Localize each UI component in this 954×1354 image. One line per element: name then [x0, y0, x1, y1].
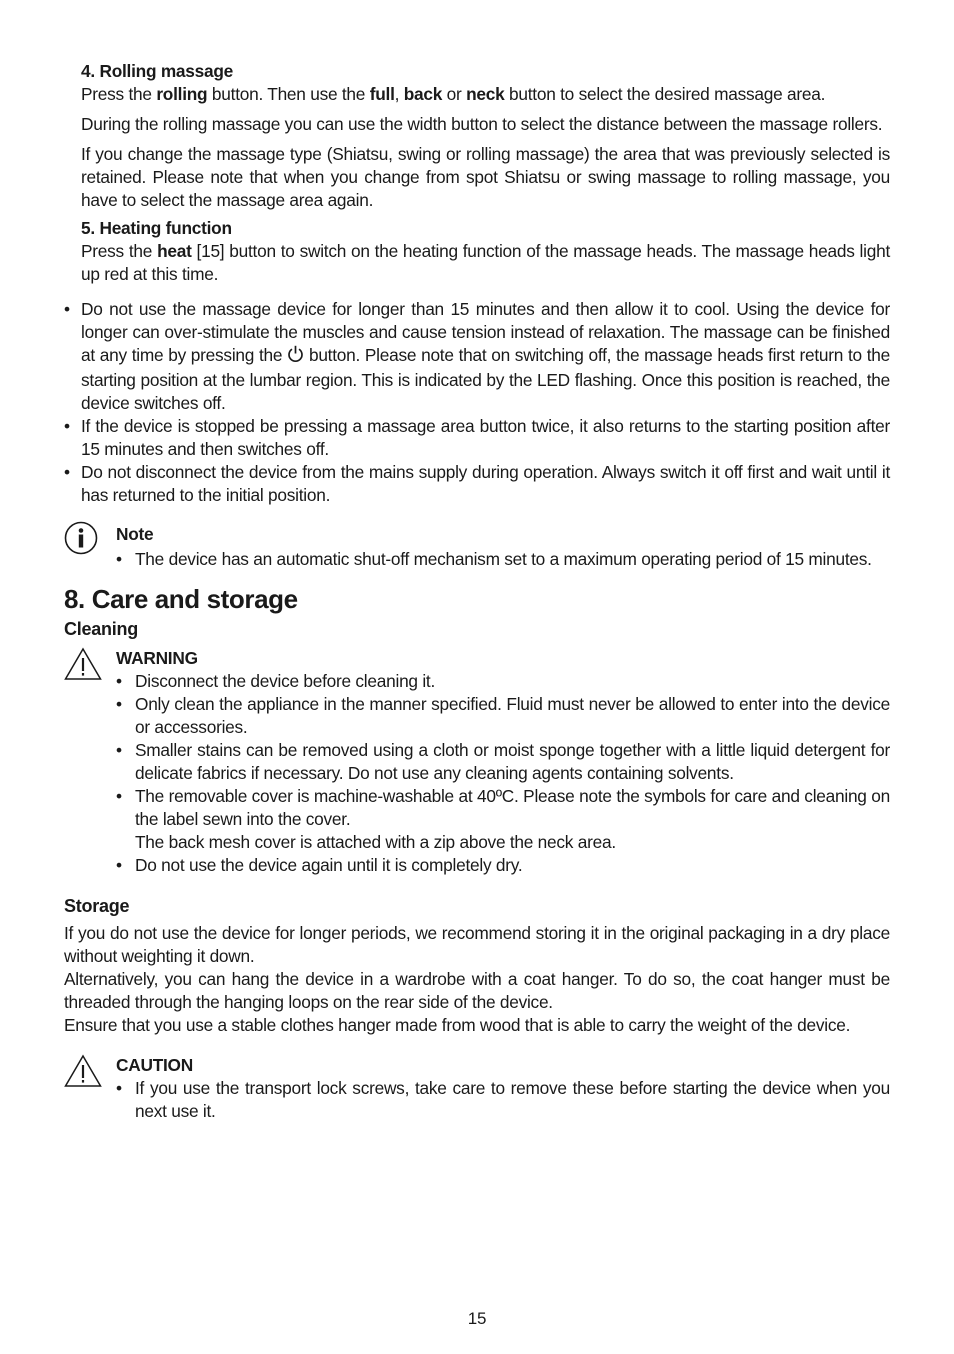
- list-item: • Do not use the device again until it is completely dry.: [116, 855, 523, 875]
- list-item: • The device has an automatic shut-off mechanism set to a maximum operating period of 15 minutes.: [116, 549, 872, 569]
- rolling-massage-instruction: Press the rolling button. Then use the full, back or neck button to select the desired massage area.: [81, 84, 826, 104]
- mesh-cover-note: The back mesh cover is attached with a zip above the neck area.: [135, 832, 616, 852]
- storage-heading: Storage: [64, 896, 130, 916]
- list-item: • Disconnect the device before cleaning it.: [116, 671, 436, 691]
- list-item: • The removable cover is machine-washable at 40ºC. Please note the symbols for care and cleaning on the label sewn into the cover. The back mesh cover is attached with a zip above the neck area.: [116, 786, 890, 852]
- storage-paragraph-2: Alternatively, you can hang the device in a wardrobe with a coat hanger. To do so, the coat hanger must be threaded through the hanging loops on the rear side of the device.: [64, 969, 890, 1012]
- list-item: • Do not disconnect the device from the mains supply during operation. Always switch it off first and wait until it has returned to the initial position.: [64, 462, 890, 505]
- heating-paragraph: Press the heat [15] button to switch on the heating function of the massage heads. The massage heads light up red at this time.: [81, 241, 890, 284]
- page-number: 15: [467, 1309, 487, 1328]
- power-icon: [287, 345, 304, 369]
- rolling-massage-section: [81, 60, 890, 286]
- warning-box: [64, 647, 890, 877]
- warning-list: [116, 670, 890, 877]
- usage-bullet-list: [64, 298, 890, 507]
- note-title: Note: [116, 524, 154, 544]
- note-list: [116, 548, 890, 571]
- storage-paragraph-3: Ensure that you use a stable clothes hanger made from wood that is able to carry the weight of the device.: [64, 1015, 851, 1035]
- note-box: [64, 523, 890, 571]
- warning-triangle-icon: [64, 647, 102, 686]
- heating-heading: 5. Heating function: [81, 218, 232, 238]
- cleaning-heading: Cleaning: [64, 619, 139, 639]
- caution-title: CAUTION: [116, 1055, 193, 1075]
- storage-paragraph-1: If you do not use the device for longer periods, we recommend storing it in the original packaging in a dry place without weighting it down.: [64, 923, 890, 966]
- rolling-width-paragraph: During the rolling massage you can use the width button to select the distance between the massage rollers.: [81, 114, 883, 134]
- rolling-type-change-paragraph: If you change the massage type (Shiatsu, swing or rolling massage) the area that was previously selected is retained. Please note that when you change from spot Shiatsu or swing massage to rolling massage, you have to select the massage area again.: [81, 144, 890, 210]
- warning-title: WARNING: [116, 648, 198, 668]
- list-item: • Smaller stains can be removed using a cloth or moist sponge together with a little liquid detergent for delicate fabrics if necessary. Do not use any cleaning agents containing solvents.: [116, 740, 890, 783]
- list-item: • Do not use the massage device for longer than 15 minutes and then allow it to cool. Using the device for longer can over-stimulate the muscles and cause tension instead of relaxation. The massage can be finished at any time by pressing the button. Please note that on switching off, the massage heads first return to the starting position at the lumbar region. This is indicated by the LED flashing. Once this position is reached, the device switches off.: [64, 299, 891, 413]
- section-title: 8. Care and storage: [64, 584, 298, 614]
- list-item: • Only clean the appliance in the manner specified. Fluid must never be allowed to enter into the device or accessories.: [116, 694, 890, 737]
- warning-triangle-icon: [64, 1054, 102, 1093]
- info-icon: [64, 521, 98, 560]
- document-page: [64, 60, 890, 1123]
- list-item: • If the device is stopped be pressing a massage area button twice, it also returns to the starting position after 15 minutes and then switches off.: [64, 416, 890, 459]
- caution-list: [116, 1077, 890, 1123]
- caution-box: [64, 1054, 890, 1123]
- list-item: • If you use the transport lock screws, take care to remove these before starting the device when you next use it.: [116, 1078, 890, 1121]
- rolling-massage-heading: 4. Rolling massage: [81, 61, 234, 81]
